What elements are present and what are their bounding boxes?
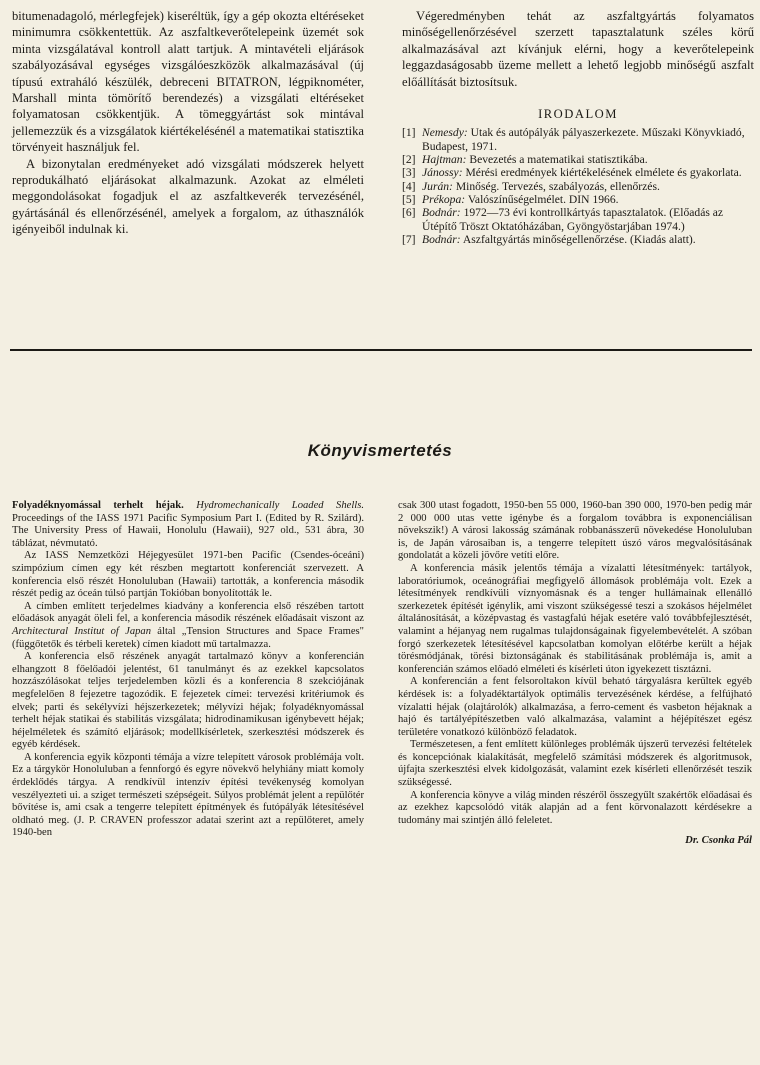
paragraph: csak 300 utast fogadott, 1950-ben 55 000, 1960-ban 390 000, 1970-ben pedig már 2 000 000 utas vette igénybe és a forgalom továbbra is exponenciálisan növekszik!) A városi lakosság számának robbanásszerű növekedése Honoluluban is, de Japán városaiban is, a tengerre telepített úszó város megvalósításának gondolatát a közeli jövőre vetíti előre. [398,500,752,562]
paragraph: A konferencia könyve a világ minden részéről összegyűlt szakértők előadásai és az ezekhez kapcsolódó viták alapján ad a fent körvonalazott kérdésekre a tudomány mai szintjén álló feleletet. [398,789,752,826]
paragraph: Végeredményben tehát az aszfaltgyártás folyamatos minőségellenőrzésével szerzett tapasztalatunk széles körű alkalmazásával azt kívánjuk elérni, hogy a keverőtelepeink leggazdaságosabb üzeme mellett a lehető legjobb minőségű aszfalt előállítását biztosítsuk. [402,9,754,89]
top-right-column [402,8,754,246]
author-signature: Dr. Csonka Pál [685,835,752,847]
reference-item: [7] Bodnár: Aszfaltgyártás minőségellenőrzése. (Kiadás alatt). [402,232,696,246]
top-left-column [12,8,364,238]
paragraph: A konferencia másik jelentős témája a vízalatti létesítmények: tartályok, laboratóriumok, oceánográfiai megfigyelő állomások problémája volt. Ezek a létesítmények rendkívüli víznyomásnak és a tenger hullámainak ellenálló szerkezetek építését igénylik, ami viszont szükségessé teszi a szokásos héjelmélet általánosítását, a középvastag és vastagfalú héjak esetére való továbbfejlesztését, valamint a héjanyag nem rugalmas tulajdonságainak figyelembevételét. A szóban forgó szerkezetek létesítésével kapcsolatban komolyan előtérbe került a héjak törésmódjának, törési biztonságának és stabilitásának problémája is, amit a konferencián számos előadó elméleti és kísérleti úton igyekezett tisztázni. [398,562,752,675]
references-list [402,126,754,246]
reference-item: [3] Jánossy: Mérési eredmények kiértékelésének elmélete és gyakorlata. [402,166,742,180]
reference-item: [2] Hajtman: Bevezetés a matematikai statisztikába. [402,153,648,167]
review-header [12,500,364,550]
paragraph: bitumenadagoló, mérlegfejek) kiseréltük, így a gép okozta eltéréseket minimumra csökkentettük. Az aszfaltkeverőtelepeink üzemét sok minta vizsgálatával kontroll alatt tartjuk. A mintavételi eljárások szabályozásával egységes vizsgálóeszközök alkalmazásával (új típusú extraháló készülék, debreceni BITATRON, légpiknométer, Marshall minta tömörítő berendezés) a vizsgálati eltéréseket folyamatosan csökkentjük. A tömeggyártást sok mintával jellemezzük és a vizsgálatok kiértékelésénél a matematikai statisztika törvényeit használjuk fel. [12,9,364,155]
section-title: Könyvismertetés [307,441,453,460]
paragraph: Az IASS Nemzetközi Héjegyesület 1971-ben Pacific (Csendes-óceáni) szimpózium címen egy két részben megtartott konferenciát szervezett. A konferencia első részét Honoluluban (Hawaii) tartották, a konferencia második részét pedig az óceán túlsó partján Tokióban bonyolították le. [12,550,364,600]
paragraph: A konferencián a fent felsoroltakon kívül beható tárgyalásra kerültek egyéb kérdések is: a folyadéktartályok optimális tervezésének kérdése, a felfújható vízalatti héjak (olajtárolók) alkalmazása, a ferro-cement és vasbeton héjaknak a hajó és tartályépítészetben való alkalmazása, valamint a héjépítészet egész területére vonatkozó különböző feladatok. [398,676,752,738]
reference-item: [5] Prékopa: Valószínűségelmélet. DIN 1966. [402,192,619,206]
reference-item: [6] Bodnár: 1972—73 évi kontrollkártyás tapasztalatok. (Előadás az Útépítő Tröszt Oktatóházában, Gyöngyöstarjában 1974.) [402,206,724,233]
paragraph: A bizonytalan eredményeket adó vizsgálati módszerek helyett reprodukálható eljárásokat alkalmazunk. Azokat az elméleti meggondolásokat fogadjuk el az aszfaltkeverék tervezésénél, gyártásánál és ellenőrzésénél, amelyek a forgalom, az úthasználók igényeiből indulnak ki. [12,156,364,237]
section-divider [10,349,752,351]
paragraph: A konferencia első részének anyagát tartalmazó könyv a konferencián elhangzott 8 főelőadói jelentést, 61 tanulmányt és az ezekkel kapcsolatos hozzászólásokat teljes terjedelemben közli és a konferencia 8 szekciójának megfelelően 8 fejezetre tagozódik. E fejezetek címei: tervezési kritériumok és elvek; parti és sekélyvízi héjszerkezetek; mélyvízi héjak; folyadéknyomással terhelt héjak statikai és stabilitás vizsgálata; hidrodinamikusan igénybevett héjak; héjelméletek és számító eljárások; modellkísérletek, szerkesztési módszerek és egyéb kérdések. [12,651,364,751]
reference-item: [4] Jurán: Minőség. Tervezés, szabályozás, ellenőrzés. [402,179,660,193]
references-heading: IRODALOM [538,107,618,122]
reference-item: [1] Nemesdy: Utak és autópályák pályaszerkezete. Műszaki Könyvkiadó, Budapest, 1971. [402,126,745,153]
paragraph: A címben említett terjedelmes kiadvány a konferencia első részében tartott előadások anyagát öleli fel, a konferencia második részének előadásait viszont az Architectural Institut of Japan által „Tension Structures and Space Frames" (függőtetők és térbeli keretek) címen kiadott mű tartalmazza. [12,600,364,650]
review-right-column [398,500,752,848]
book-title: Folyadéknyomással terhelt héjak. [12,500,184,511]
paragraph: A konferencia egyik központi témája a vízre telepített városok problémája volt. Ez a tárgykör Honoluluban a fennforgó és egyre növekvő helyhiány miatt komoly érdeklődés tárgya. A rendkívül intenzív építési tevékenység komolyan veszélyezteti ui. a sziget természeti szépségeit. Súlyos problémát jelent a repülőtér bővítése is, ami csak a tengerre telepített építmények és futópályák létesítésével oldható meg. (J. P. CRAVEN professzor adatai szerint azt a repülőteret, amely 1940-ben [12,751,364,839]
paragraph: Természetesen, a fent említett különleges problémák újszerű tervezési feltételek és koncepciónak kialakítását, megfelelő számítási módszerek és algoritmusok, újfajta szerkesztési elvek kidolgozását, valamint ezek kísérleti ellenőrzését teszik szükségessé. [398,739,752,789]
book-info: Proceedings of the IASS 1971 Pacific Symposium Part I. (Edited by R. Szilárd). The University Press of Hawaii, Honolulu (Hawaii), 927 old., 531 ábra, 30 táblázat, névmutató. [12,512,364,549]
review-left-column [12,500,364,840]
book-title-english: Hydromechanically Loaded Shells. [196,500,364,511]
